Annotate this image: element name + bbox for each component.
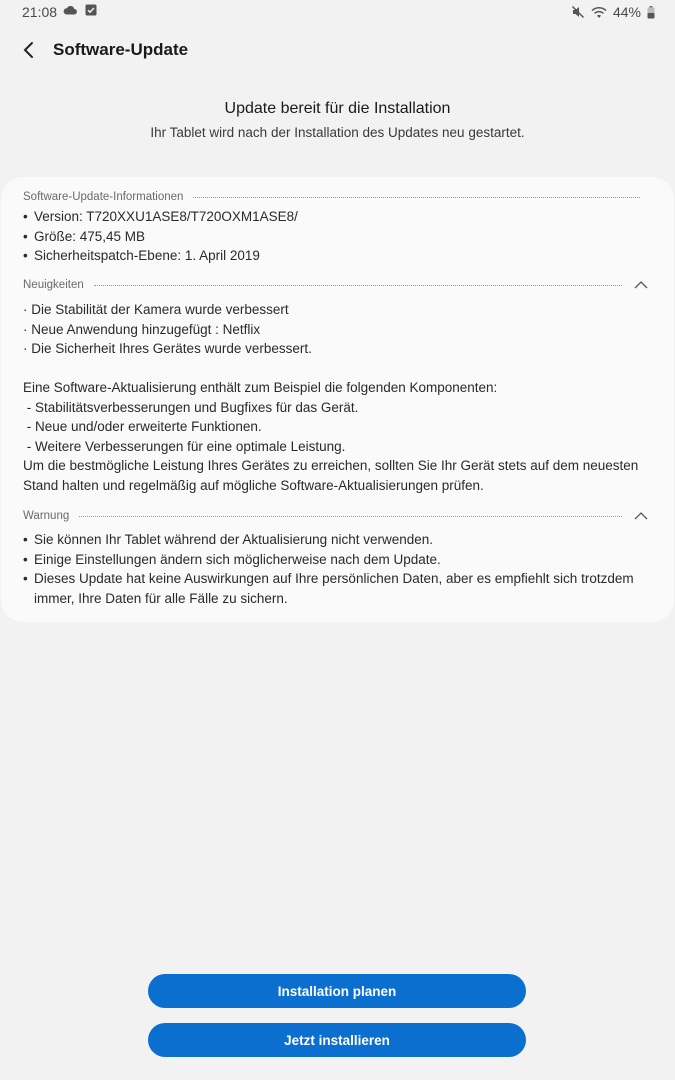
back-arrow-icon: [22, 41, 34, 59]
update-ready-subtitle: Ihr Tablet wird nach der Installation des Updates neu gestartet.: [150, 125, 525, 140]
dotted-divider: [79, 516, 622, 517]
page-title: Software-Update: [53, 40, 189, 59]
components-outro: Um die bestmögliche Leistung Ihres Gerätes zu erreichen, sollten Sie Ihr Gerät stets auf dem neuesten Stand halten und regelmäßig auf mögliche Software-Aktualisierungen prüfen.: [23, 458, 639, 493]
battery-percent: 44%: [612, 4, 641, 20]
list-item: - Stabilitätsverbesserungen und Bugfixes für das Gerät.: [23, 399, 359, 415]
news-section-label: Neuigkeiten: [23, 279, 84, 291]
info-list: [23, 207, 650, 266]
list-item: - Neue und/oder erweiterte Funktionen.: [23, 419, 262, 434]
list-item: • Dieses Update hat keine Auswirkungen auf Ihre persönlichen Daten, aber es empfiehlt sich trotzdem immer, Ihre Daten für alle Fälle zu sichern.: [23, 571, 634, 606]
battery-icon: [647, 6, 655, 19]
list-item: • Größe: 475,45 MB: [23, 227, 650, 247]
news-section-header[interactable]: [23, 277, 650, 293]
chevron-up-icon[interactable]: [632, 509, 650, 523]
info-section-header: [23, 189, 650, 205]
warning-section-label: Warnung: [23, 510, 70, 522]
components-intro: Eine Software-Aktualisierung enthält zum Beispiel die folgenden Komponenten:: [23, 380, 498, 395]
warning-section-header[interactable]: [23, 508, 650, 524]
list-item: · Die Sicherheit Ihres Gerätes wurde verbessert.: [23, 341, 312, 356]
list-item: - Weitere Verbesserungen für eine optimale Leistung.: [23, 438, 346, 454]
dotted-divider: [94, 285, 622, 286]
list-item: · Neue Anwendung hinzugefügt : Netflix: [23, 321, 261, 337]
status-time: 21:08: [22, 4, 58, 20]
list-item: · Die Stabilität der Kamera wurde verbessert: [23, 302, 289, 317]
dotted-divider: [193, 197, 640, 198]
cloud-icon: [63, 5, 77, 15]
status-bar: [0, 0, 675, 24]
list-item: • Sie können Ihr Tablet während der Aktualisierung nicht verwenden.: [23, 530, 650, 550]
back-button[interactable]: [14, 36, 42, 64]
update-details-card: [1, 177, 674, 622]
list-item: • Sicherheitspatch-Ebene: 1. April 2019: [23, 246, 650, 266]
schedule-installation-button[interactable]: Installation planen: [148, 974, 526, 1008]
wifi-icon: [591, 6, 607, 19]
update-ready-title: Update bereit für die Installation: [224, 100, 451, 117]
install-now-button[interactable]: Jetzt installieren: [148, 1023, 526, 1057]
warning-list: [23, 530, 650, 608]
list-item: • Version: T720XXU1ASE8/T720OXM1ASE8/: [23, 207, 650, 227]
chevron-up-icon[interactable]: [632, 278, 650, 292]
news-content: [23, 300, 650, 495]
download-check-icon: [85, 4, 97, 16]
info-section-label: Software-Update-Informationen: [23, 191, 184, 203]
mute-icon: [571, 5, 585, 19]
app-bar: [0, 32, 675, 68]
list-item: • Einige Einstellungen ändern sich möglicherweise nach dem Update.: [23, 550, 650, 570]
